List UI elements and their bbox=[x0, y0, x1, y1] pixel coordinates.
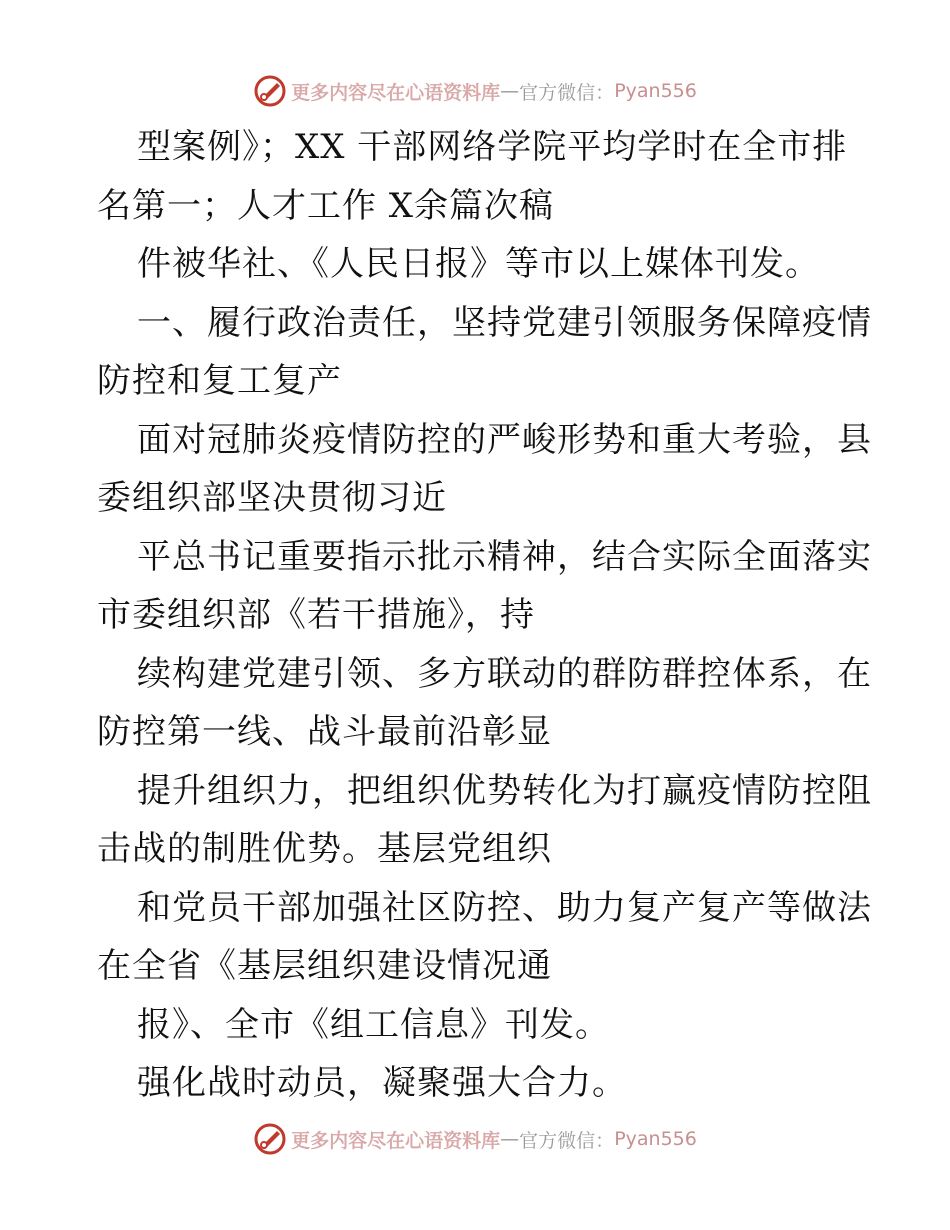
banner-dash: — bbox=[500, 1128, 520, 1150]
logo-icon bbox=[253, 1122, 287, 1156]
text-line: 在全省《基层组织建设情况通 bbox=[97, 946, 552, 986]
logo-icon bbox=[253, 74, 287, 108]
banner-main-text: 更多内容尽在心语资料库 bbox=[291, 81, 501, 104]
text-line: 委组织部坚决贯彻习近 bbox=[97, 478, 447, 518]
text-line: 面对冠肺炎疫情防控的严峻形势和重大考验，县 bbox=[137, 419, 872, 460]
document-body bbox=[97, 118, 872, 1113]
text-line: 强化战时动员，凝聚强大合力。 bbox=[137, 1063, 627, 1103]
text-line: 续构建党建引领、多方联动的群防群控体系，在 bbox=[137, 653, 872, 694]
banner-wechat-label: 官方微信： bbox=[519, 81, 615, 104]
text-line: 市委组织部《若干措施》，持 bbox=[97, 595, 535, 635]
text-line: 一、履行政治责任，坚持党建引领服务保障疫情 bbox=[137, 302, 872, 343]
header-banner bbox=[0, 71, 950, 111]
text-line: 防控和复工复产 bbox=[97, 361, 342, 401]
text-line: 平总书记重要指示批示精神，结合实际全面落实 bbox=[137, 536, 872, 577]
banner-main-text: 更多内容尽在心语资料库 bbox=[291, 1129, 501, 1152]
text-line: 击战的制胜优势。基层党组织 bbox=[97, 829, 552, 869]
text-line: 件被华社、《人民日报》等市以上媒体刊发。 bbox=[137, 244, 820, 284]
banner-wechat-label: 官方微信： bbox=[519, 1129, 615, 1152]
text-line: 名第一；人才工作 X余篇次稿 bbox=[97, 185, 555, 226]
text-line: 提升组织力，把组织优势转化为打赢疫情防控阻 bbox=[137, 770, 872, 811]
banner-dash: — bbox=[500, 80, 520, 102]
banner-wechat-id: Pyan556 bbox=[614, 80, 697, 102]
text-line: 和党员干部加强社区防控、助力复产复产等做法 bbox=[137, 887, 872, 928]
text-line: 型案例》；XX 干部网络学院平均学时在全市排 bbox=[137, 127, 848, 167]
text-line: 防控第一线、战斗最前沿彰显 bbox=[97, 712, 552, 752]
banner-wechat-id: Pyan556 bbox=[614, 1128, 697, 1150]
footer-banner bbox=[0, 1119, 950, 1159]
text-line: 报》、全市《组工信息》刊发。 bbox=[137, 1004, 610, 1045]
